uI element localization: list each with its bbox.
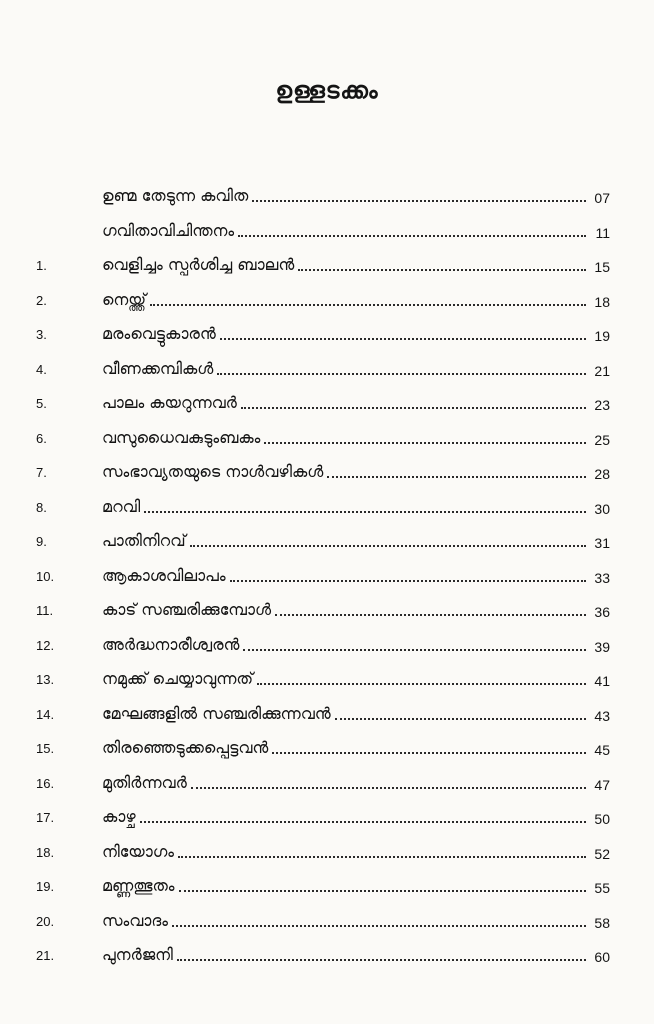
toc-entry-body xyxy=(102,359,610,379)
toc-entry-title: മറവി xyxy=(102,496,141,516)
dot-leader xyxy=(179,890,587,892)
toc-entry-page-number: 31 xyxy=(594,535,610,551)
toc-entry-page-number: 47 xyxy=(594,776,610,793)
dot-leader xyxy=(191,787,586,789)
toc-entry-body xyxy=(102,566,610,586)
dot-leader xyxy=(238,235,586,237)
toc-entry-number: 11. xyxy=(36,603,54,618)
toc-entry xyxy=(0,834,654,868)
toc-entry xyxy=(0,178,654,212)
toc-entry-body xyxy=(102,635,610,655)
toc-entry-body xyxy=(102,255,610,275)
toc-entry-number: 12. xyxy=(36,637,55,653)
toc-entry-number: 1. xyxy=(36,258,47,273)
dot-leader xyxy=(327,476,586,478)
toc-entry-body xyxy=(102,773,610,793)
toc-entry xyxy=(0,868,654,902)
toc-entry-body xyxy=(102,669,610,689)
toc-entry-title: മണ്ണത്ഭുതം xyxy=(102,876,175,895)
toc-entry-page-number: 58 xyxy=(594,914,610,931)
toc-entry-page-number: 55 xyxy=(594,880,610,896)
toc-entry-body xyxy=(102,876,610,896)
toc-entry-body xyxy=(102,497,610,517)
toc-entry-number: 16. xyxy=(36,775,55,791)
toc-entry-page-number: 28 xyxy=(594,466,610,482)
toc-entry-number: 4. xyxy=(36,361,47,377)
toc-entry-number: 2. xyxy=(36,292,47,308)
toc-entry-number: 20. xyxy=(36,913,55,929)
toc-entry-page-number: 50 xyxy=(594,811,610,827)
toc-entry-body xyxy=(102,600,610,620)
toc-entry-body xyxy=(102,945,610,965)
toc-entry-title: കാട് സഞ്ചരിക്കുമ്പോൾ xyxy=(102,600,272,619)
toc-entry xyxy=(0,903,654,937)
toc-entry xyxy=(0,730,654,764)
dot-leader xyxy=(257,683,586,685)
page-title: ഉള്ളടക്കം xyxy=(275,78,379,104)
toc-entry-page-number: 25 xyxy=(594,431,610,448)
dot-leader xyxy=(217,373,586,375)
dot-leader xyxy=(272,752,586,754)
toc-entry-title: വെളിച്ചം സ്പർശിച്ച ബാലൻ xyxy=(102,255,295,274)
toc-entry-page-number: 18 xyxy=(594,293,610,310)
dot-leader xyxy=(150,304,586,306)
toc-entry-number: 17. xyxy=(36,810,55,825)
toc-entry xyxy=(0,765,654,799)
toc-entry-body xyxy=(102,807,610,827)
toc-entry xyxy=(0,316,654,350)
dot-leader xyxy=(140,821,586,823)
toc-entry-title: പുനർജനി xyxy=(102,945,173,964)
toc-entry-page-number: 30 xyxy=(594,500,610,517)
dot-leader xyxy=(241,407,586,409)
toc-entry xyxy=(0,213,654,247)
toc-entry-title: സംവാദം xyxy=(102,910,168,930)
toc-entry-number: 15. xyxy=(36,741,55,756)
toc-entry-title: ആകാശവിലാപം xyxy=(102,565,226,585)
toc-entry-title: മേഘങ്ങളിൽ സഞ്ചരിക്കുന്നവൻ xyxy=(102,703,331,723)
toc-entry xyxy=(0,351,654,385)
dot-leader xyxy=(243,649,586,651)
toc-entry-number: 3. xyxy=(36,327,47,342)
toc-entry-body xyxy=(102,428,610,448)
toc-entry-body xyxy=(102,290,610,310)
toc-entry-title: മുതിർന്നവർ xyxy=(102,772,187,792)
toc-entry-page-number: 41 xyxy=(594,673,610,689)
toc-entry xyxy=(0,799,654,833)
toc-entry-number: 7. xyxy=(36,465,47,480)
toc-entry xyxy=(0,696,654,730)
toc-entry-page-number: 33 xyxy=(594,569,610,586)
toc-entry-body xyxy=(102,186,610,206)
toc-entry-body xyxy=(102,704,610,724)
toc-entry-page-number: 39 xyxy=(594,638,610,655)
toc-entry-body xyxy=(102,462,610,482)
toc-entry-title: ഗവിതാവിചിന്തനം xyxy=(102,220,235,240)
toc-entry-number: 9. xyxy=(36,534,47,549)
dot-leader xyxy=(172,925,586,927)
toc-entry xyxy=(0,489,654,523)
toc-entry-body xyxy=(102,842,610,862)
toc-entry-page-number: 43 xyxy=(594,707,610,724)
toc-entry-body xyxy=(102,221,610,241)
toc-entry xyxy=(0,523,654,557)
toc-entry-number: 10. xyxy=(36,568,55,584)
toc-entry xyxy=(0,420,654,454)
toc-entry-page-number: 07 xyxy=(594,190,610,206)
toc-entry-number: 6. xyxy=(36,430,47,446)
toc-entry-page-number: 15 xyxy=(594,259,610,275)
toc-entry xyxy=(0,454,654,488)
toc-entry-number: 8. xyxy=(36,499,47,515)
dot-leader xyxy=(178,856,586,858)
toc-entry-number: 18. xyxy=(36,844,55,860)
toc-entry-page-number: 60 xyxy=(594,949,610,965)
toc-entry-page-number: 21 xyxy=(594,362,610,379)
toc-entry-title: നിയോഗം xyxy=(102,841,174,861)
dot-leader xyxy=(144,511,586,513)
toc-entry-number: 5. xyxy=(36,396,47,411)
toc-entry xyxy=(0,592,654,626)
dot-leader xyxy=(335,718,586,720)
toc-entry xyxy=(0,627,654,661)
toc-entry-title: മരംവെട്ടുകാരൻ xyxy=(102,324,216,343)
toc-entry-title: പാലം കയറുന്നവർ xyxy=(102,393,237,412)
dot-leader xyxy=(264,442,586,444)
toc-entry xyxy=(0,558,654,592)
toc-entry-body xyxy=(102,531,610,551)
toc-entry xyxy=(0,937,654,971)
dot-leader xyxy=(220,338,586,340)
toc-entry-number: 13. xyxy=(36,672,55,687)
dot-leader xyxy=(177,959,586,961)
toc-entry-title: പാതിനിറവ് xyxy=(102,531,186,550)
dot-leader xyxy=(298,269,586,271)
toc-entry-page-number: 36 xyxy=(594,604,610,620)
toc-entry-page-number: 45 xyxy=(594,742,610,758)
toc-entry xyxy=(0,661,654,695)
toc-entry-page-number: 52 xyxy=(594,845,610,862)
toc-entry-title: അർദ്ധനാരീശ്വരൻ xyxy=(102,634,240,654)
toc-entry-page-number: 23 xyxy=(594,397,610,413)
dot-leader xyxy=(252,200,586,202)
toc-entry-title: കാഴ്ച xyxy=(102,807,136,826)
toc-entry xyxy=(0,385,654,419)
toc-entry xyxy=(0,282,654,316)
toc-entry-body xyxy=(102,911,610,931)
toc-entry-number: 21. xyxy=(36,948,55,963)
toc-entry-page-number: 19 xyxy=(594,328,610,344)
toc-entry-title: ഉണ്മ തേടുന്ന കവിത xyxy=(102,186,249,205)
toc-entry-title: വസുധൈവകുടുംബകം xyxy=(102,427,261,447)
dot-leader xyxy=(190,545,586,547)
toc-entry-number: 14. xyxy=(36,706,55,722)
toc-entry-body xyxy=(102,324,610,344)
toc-entry-title: നെയ്ത്ത് xyxy=(102,289,147,309)
toc-entry-title: സംഭാവ്യതയുടെ നാൾവഴികൾ xyxy=(102,462,324,481)
toc-entry-body xyxy=(102,393,610,413)
toc-entry-page-number: 11 xyxy=(595,224,610,241)
toc-entry-title: വീണക്കമ്പികൾ xyxy=(102,358,214,378)
toc-entry xyxy=(0,247,654,281)
toc-entry-title: നമുക്ക് ചെയ്യാവുന്നത് xyxy=(102,669,254,688)
dot-leader xyxy=(230,580,586,582)
toc-entry-number: 19. xyxy=(36,879,55,894)
dot-leader xyxy=(275,614,586,616)
toc-entry-title: തിരഞ്ഞെടുക്കപ്പെട്ടവൻ xyxy=(102,738,269,757)
toc-entry-body xyxy=(102,738,610,758)
